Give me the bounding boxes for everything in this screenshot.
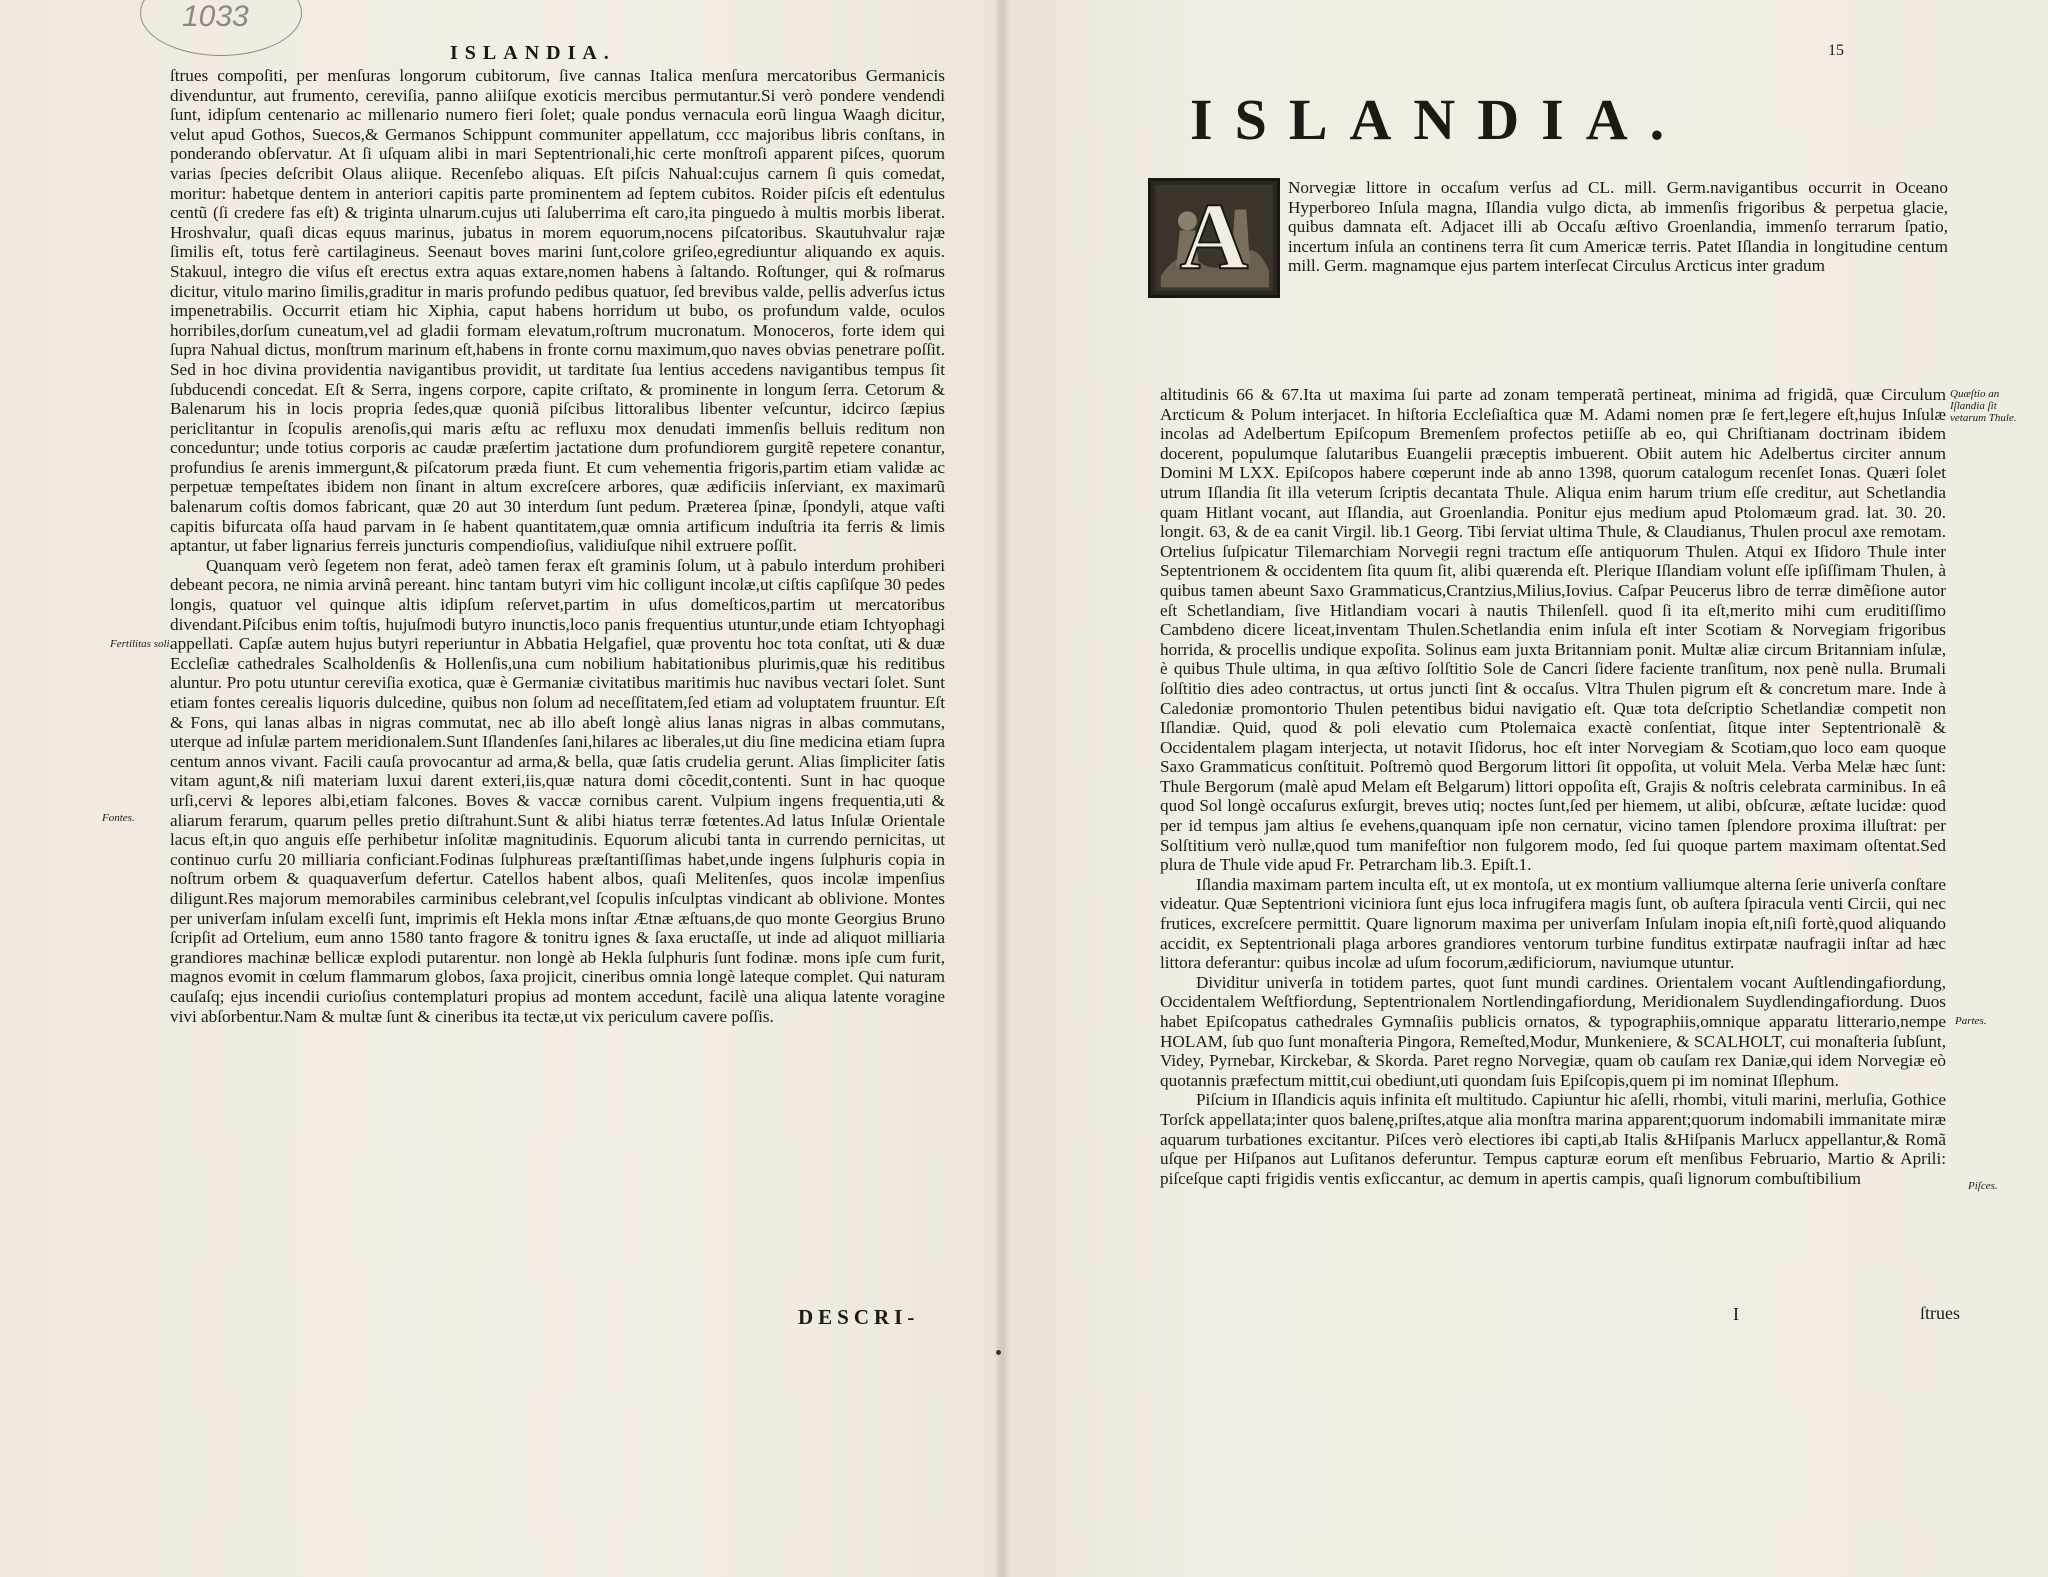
page-title: ISLANDIA.	[1190, 87, 1687, 152]
signature-mark: I	[1733, 1304, 1739, 1324]
margin-note-fontes: Fontes.	[102, 812, 135, 824]
left-text-column	[170, 66, 945, 1026]
margin-note-partes: Partes.	[1955, 1015, 1987, 1027]
right-paragraph-3: Dividitur univerſa in totidem partes, quot ſunt mundi cardines. Orientalem vocant Auſtlendingafiordung, Occidentalem Weſtfiordung, Septentrionalem Nortlendingafiordung, Meridionalem Suydlendingafiordung. Duos habet Epiſcopatus cathedrales Gymnaſiis publicis ornatos, & typographiis,omnique apparatu litterario,nempe HOLAM, ſub quo ſunt monaſteria Pingora, Remeſted,Modur, Munkeniere, & SCALHOLT, cui monaſteria ſubſunt, Videy, Pyrnebar, Kirckebar, & Skorda. Paret regno Norvegiæ, quam ob cauſam rex Daniæ,qui idem Norvegiæ eò quotannis præfectum mittit,cui obediunt,uti quondam ſuis Epiſcopis,quem pi im nominat Iſlephum.	[1160, 972, 1946, 1090]
pencil-note: 1033	[182, 0, 249, 33]
right-paragraph-4: Piſcium in Iſlandicis aquis infinita eſt multitudo. Capiuntur hic aſelli, rhombi, vituli marini, merluſia, Gothice Torſck appellata;inter quos balenę,priſtes,atque alia monſtra marina apparent;quorum indomabili immanitate miræ aquarum turbationes excitantur. Piſces verò electiores ibi capti,ab Italis &Hiſpanis Marlucx appellantur,& Romã uſque per Hiſpanos aut Luſitanos deferuntur. Tempus capturæ eorum eſt menſibus Februario, Martio & Aprili: piſceſque capti frigidis ventis exſiccantur, ac demum in apertis campis, quaſi lignorum combuſtibilium	[1160, 1090, 1946, 1188]
left-catchword: DESCRI-	[798, 1305, 920, 1329]
margin-note-pisces: Piſces.	[1968, 1180, 1998, 1192]
right-text-column	[1160, 385, 1946, 1188]
left-paragraph-2: Quanquam verò ſegetem non ferat, adeò tamen ferax eſt graminis ſolum, ut à pabulo interdum prohiberi debeant pecora, ne nimia arvinâ pereant. hinc tantam butyri vim hic colligunt incolæ,ut ciſtis capſiſque 30 pedes longis, quatuor vel quinque altis idipſum reſervet,partim in uſus domeſticos,partim ut mercatoribus divendant.Piſcibus enim toſtis, hujuſmodi butyro inunctis,loco panis frequentius utuntur,unde etiam Ichtyophagi appellati. Capſæ autem hujus butyri reperiuntur in Abbatia Helgafiel, quæ proventu hoc tota conſtat, uti & duæ Eccleſiæ cathedrales Scalholdenſis & Hollenſis,una cum nobilium habitationibus plurimis,quæ his reditibus aluntur. Pro potu utuntur cereviſia exotica, quæ è Germaniæ civitatibus maritimis huc navibus vectari ſolet. Sunt etiam fontes cerealis liquoris dulcedine, quibus non ſolum ad neceſſitatem,ſed etiam ad voluptatem fruuntur. Eſt & Fons, qui lanas albas in nigras commutat, nec ab illo abeſt longè alius lanas nigras in albas commutans, uterque ad inſulæ partem meridionalem.Sunt Iſlandenſes ſani,hilares ac liberales,ut diu ſine medicina etiam ſupra centum annos vivant. Facili cauſa provocantur ad arma,& bella, quæ ſatis crudelia gerunt. Alias ſimpliciter ſatis vitam agunt,& niſi materiam luxui darent exteri,iis,quæ natura domi cõcedit,contenti. Sunt in hac quoque urſi,cervi & lepores albi,etiam falcones. Boves & vaccæ cornibus carent. Vulpium ingens frequentia,uti & aliarum ferarum, quarum pelles pretio diſtrahunt.Sunt & alibi hiatus terræ fœtentes.Ad latus Inſulæ Orientale lacus eſt,in quo anguis eſſe perhibetur inſolitæ magnitudinis. Equorum alicubi tanta in currendo pernicitas, ut continuo curſu 20 milliaria conficiant.Fodinas ſulphureas præſtantiſſimas habet,unde ingens ſulphuris copia in noſtrum orbem & quaquaverſum defertur. Catellos habent albos, quaſi Melitenſes, quos incolæ impenſius diligunt.Res majorum memorabiles carminibus celebrant,vel ſcopulis inſculptas vindicant ab oblivione. Montes per univerſam inſulam excelſi ſunt, imprimis eſt Hekla mons inſtar Ætnæ æſtuans,de quo monte Georgius Bruno ſcripſit ad Ortelium, eum anno 1580 tanto fragore & tonitru ignes & ſaxa eructaſſe, ut inde ad aliquot milliaria grandiores machinæ bellicæ explodi putarentur. non longè ab Hekla ſulphuris ſunt fodinæ. mons ipſe cum furit, magnos evomit in cœlum flammarum globos, ſaxa projicit, cineribus omnia longè lateque complet. Qui naturam cauſaſq; ejus incendii curioſius contemplaturi propius ad montem accedunt, facilè una aliqua latente voragine vivi abſorbentur.Nam & multæ ſunt & cineribus ita tectæ,ut vix periculum cavere poſſis.	[170, 555, 945, 1026]
right-lead-text: Norvegiæ littore in occaſum verſus ad CL. mill. Germ.navigantibus occurrit in Oceano Hyperboreo Inſula magna, Iſlandia vulgo dicta, ab immenſis frigoribus & perpetua glacie, quibus damnata eſt. Adjacet illi ab Occaſu æſtivo Groenlandia, immenſo terrarum ſpatio, incertum inſula an continens terra ſit cum Americæ terris. Patet Iſlandia in longitudine centum mill. Germ. magnamque ejus partem interſecat Circulus Arcticus inter gradum	[1288, 178, 1948, 276]
margin-note-fertilitas: Fertilitas soli.	[110, 638, 173, 650]
woodcut-initial-icon	[1151, 181, 1277, 295]
right-catchword: ſtrues	[1920, 1303, 1960, 1323]
decorated-initial	[1148, 178, 1280, 298]
binding-mark	[996, 1350, 1001, 1355]
book-gutter	[994, 0, 1010, 1577]
running-title: ISLANDIA.	[450, 42, 616, 64]
margin-note-thule: Quæſtio an Iſlandia ſit vetarum Thule.	[1950, 388, 2017, 424]
left-paragraph-1: ſtrues compoſiti, per menſuras longorum cubitorum, ſive cannas Italica menſura mercatoribus Germanicis divenduntur, aut frumento, cereviſia, panno aliiſque exoticis mercibus permutantur.Si verò pondere vendendi ſunt, idipſum centenario ac millenario numero fieri ſolet; quale pondus vernacula eorũ lingua Waagh dicitur, velut apud Gothos, Suecos,& Germanos Schippunt communiter appellatum, ccc majoribus libris conſtans, in ponderando obſervatur. At ſi uſquam alibi in mari Septentrionali,hic certe monſtroſi apparent piſces, quorum varias ſpecies deſcribit Olaus aliique. Recenſebo aliquas. Eſt piſcis Nahual:cujus carnem ſi quis comedat, moritur: habetque dentem in anteriori capitis parte prominentem ad ſeptem cubitos. Roider piſcis eſt edentulus centũ (ſi credere fas eſt) & triginta ulnarum.cujus uti ſaluberrima eſt caro,ita pinguedo à multis morbis liberat. Hroshvalur, quaſi dicas equus marinus, jubatus in morem equorum,nocens piſcatoribus. Skautuhvalur rajæ ſimilis eſt, totus ferè cartilagineus. Seenaut boves marini ſunt,colore griſeo,egrediuntur aliquando ex aquis. Stakuul, integro die viſus eſt erectus extra aquas extare,nomen habens à ſaltando. Roſtunger, qui & roſmarus dicitur, vitulo marino ſimilis,graditur in maris profundo pedibus quatuor, ſed brevibus valde, pellis adverſus ictus impenetrabilis. Occurrit etiam hic Xiphia, caput habens horridum ut bubo, os profundum valde, oculos horribiles,dorſum cuneatum,vel ad gladii formam elevatum,roſtrum mucronatum. Monoceros, forte idem qui ſupra Nahual dictus, monſtrum marinum eſt,habens in fronte cornu maximum,quo naves obvias penetrare poſſit. Sed in hoc divina providentia navigantibus providit, ut tarditate ſua lentius accedens navigantibus tempus ſit ſubducendi concedat. Eſt & Serra, ingens corpore, capite criſtato, & prominente in longum ſerra. Cetorum & Balenarum his in locis propria ſedes,quæ quoniã piſcibus littoralibus libenter veſcuntur, idcirco ſæpius periclitantur in ſcopulis arenoſis,qui maris æſtu ac refluxu mox denudati immenſis belluis reditum non conceduntur; unde totius corporis ac caudæ præſertim jactatione dum profundiorem gurgitẽ repetere conantur, profundius ſe arenis immergunt,& piſcatorum præda fiunt. Et cum vehementia frigoris,partim etiam validæ ac perpetuæ tempeſtates ibidem non ſinant in altum excreſcere arbores, quæ ædificiis inſerviant, ex maximarũ balenarum coſtis domos fabricant, quæ 20 aut 30 interdum ſunt pedum. Præterea ſpinæ, ſpondyli, atque vaſti capitis bifurcata oſſa haud parvam in ſe habent quantitatem,quæ omnia artificum induſtria ita ferris & limis aptantur, ut faber lignarius ferreis juncturis compendioſius, validiuſque nihil extruere poſſit.	[170, 66, 945, 556]
initial-letter: A	[1179, 183, 1249, 290]
right-paragraph-2: Iſlandia maximam partem inculta eſt, ut ex montoſa, ut ex montium valliumque alterna ſerie univerſa conſtare videatur. Quæ Septentrioni viciniora ſunt ejus loca infrugifera magis ſunt, ob auſtera ſpiracula venti Circii, qui nec frutices, excreſcere permittit. Quare lignorum maxima per univerſam Inſulam inopia eſt,niſi fortè,quod aliquando accidit, ex Septentrionali plaga arbores grandiores ventorum turbine funditus extirpatæ naufragii inſtar ad hæc littora deferantur: quibus incolæ ad uſum focorum,ædificiorum, naviumque utuntur.	[1160, 874, 1946, 973]
right-paragraph-1: altitudinis 66 & 67.Ita ut maxima ſui parte ad zonam temperatã pertineat, minima ad frigidã, quæ Circulum Arcticum & Polum interjacet. In hiſtoria Eccleſiaſtica quæ M. Adami nomen præ ſe fert,legere eſt,hujus Inſulæ incolas ad Adelbertum Epiſcopum Bremenſem profectos petiiſſe ab eo, qui Chriſtianam doctrinam ibidem docerent, populumque ſalutaribus Euangelii præceptis imbuerent. Obiit autem hic Adelbertus circiter annum Domini M LXX. Epiſcopos habere cœperunt inde ab anno 1398, quorum catalogum recenſet Ionas. Quæri ſolet utrum Iſlandia ſit illa veterum ſcriptis decantata Thule. Aliqua enim harum trium eſſe creditur, aut Schetlandia quam Hitlant vocant, aut Iſlandia, aut Groenlandia. Ponitur ejus medium apud Ptolomæum grad. lat. 30. 20. longit. 63, & de ea canit Virgil. lib.1 Georg. Tibi ſerviat ultima Thule, & Claudianus, Thulen procul axe remotam. Ortelius ſuſpicatur Tilemarchiam Norvegii regni tractum eſſe antiquorum Thulen. Atqui ex Iſidoro Thule inter Septentrionem & occidentem ſita quum ſit, alibi quærenda eſt. Plerique Iſlandiam volunt eſſe ipſiſſimam Thulen, à quibus tamen abeunt Saxo Grammaticus,Crantzius,Milius,Iovius. Caſpar Peucerus libro de terræ dimẽſione autor eſt Schetlandiam, ſive Hitlandiam vocari à nautis Thilenſell. quod ſi ita eſt,merito mihi cum eruditiſſimo Cambdeno dicere liceat,inventam Thulen.Schetlandia enim inſula eſt inter Scotiam & Norvegiam frigoribus horrida, & procellis undique expoſita. Solinus eam juxta Britanniam ponit. Multæ aliæ circum Britanniam inſulæ, è quibus Thule ultima, in qua æſtivo ſolſtitio Sole de Cancri ſidere faciente tranſitum, nox penè nulla. Brumali ſolſtitio dies adeo contractus, ut ortus juncti ſint & occaſus. Vltra Thulen pigrum eſt & concretum mare. Inde à Caledoniæ promontorio Thulen petentibus bidui navigatio eſt. Quæ tota deſcriptio Schetlandiæ competit non Iſlandiæ. Quid, quod & poli elevatio cum Ptolemaica exactè conſentiat, ſitque inter Septentrionalẽ & Occidentalem plagam interjecta, ut notavit Iſidorus, hoc eſt inter Norvegiam & Scotiam,quo loco eam quoque Saxo Grammaticus conſtituit. Poſtremò quod Bergorum littori ſit oppoſita, ut voluit Mela. Verba Melæ hæc ſunt: Thule Bergorum (malè apud Melam eſt Belgarum) littori oppoſita eſt, Grajis & noſtris celebrata carminibus. In eâ quod Sol longè occaſurus exſurgit, breves utiq; noctes ſunt,ſed per hiemem, ut alibi, obſcuræ, æſtate lucidæ: quod per id tempus jam altius ſe evehens,quanquam ipſe non cernatur, vicino tamen ſplendore proxima illuſtrat: per Solſtitium verò nullæ,quod tum manifeſtior non fulgorem modo, ſed ſui quoque partem maximam oſtentat.Sed plura de Thule vide apud Fr. Petrarcham lib.3. Epiſt.1.	[1160, 385, 1946, 875]
page-number: 15	[1828, 42, 1844, 59]
